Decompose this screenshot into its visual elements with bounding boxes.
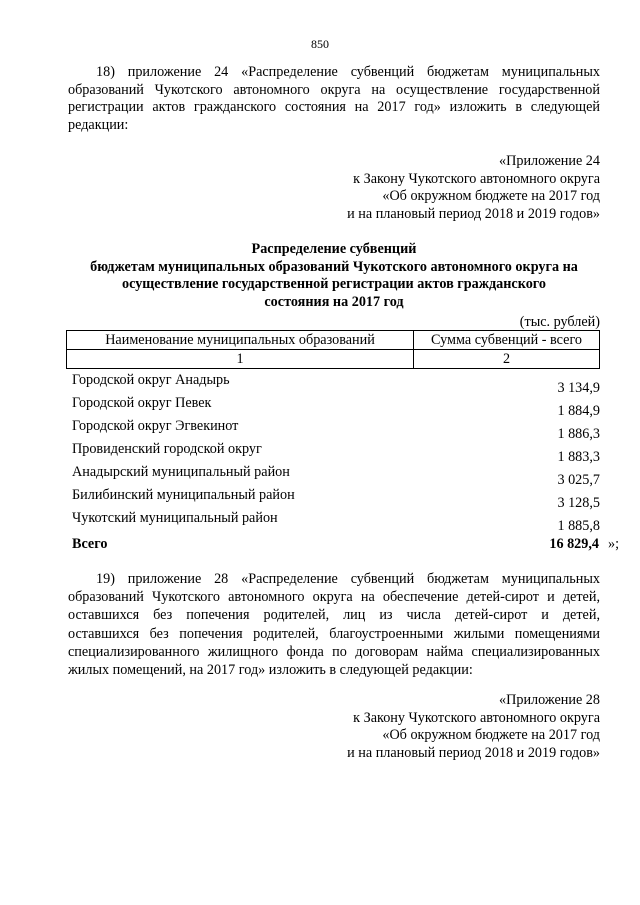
- item-18-line-4: редакции:: [68, 116, 129, 133]
- table-title-line-4: состояния на 2017 год: [264, 293, 404, 310]
- row-value: 3 134,9: [557, 380, 600, 396]
- row-value: 1 883,3: [557, 449, 600, 465]
- item-19-line-6: жилых помещений, на 2017 год» изложить в следующей редакции:: [68, 662, 473, 679]
- appendix-28-line-2: к Закону Чукотского автономного округа: [353, 709, 600, 726]
- item-19-line-3: оставшихся без попечения родителей, лиц из числа детей-сирот и детей,: [68, 607, 600, 624]
- item-19-line-2: образований Чукотского автономного округа на обеспечение детей-сирот и детей,: [68, 589, 600, 606]
- column-header-sum: Сумма субвенций - всего: [414, 331, 600, 350]
- total-label: Всего: [72, 536, 108, 552]
- item-19-line-5: специализированного жилищного фонда по договорам найма специализированных: [68, 643, 600, 660]
- table-row: [70, 441, 600, 463]
- item-19-paragraph: [68, 570, 600, 679]
- table-row: [70, 395, 600, 417]
- appendix-24-line-1: «Приложение 24: [499, 153, 600, 169]
- row-name: Чукотский муниципальный район: [72, 510, 278, 526]
- row-name: Провиденский городской округ: [72, 441, 262, 457]
- appendix-28-line-4: и на плановый период 2018 и 2019 годов»: [347, 744, 600, 761]
- column-header-name: Наименование муниципальных образований: [67, 331, 414, 350]
- table-title-line-2: бюджетам муниципальных образований Чукотского автономного округа на: [90, 258, 578, 275]
- table-title-line-1: Распределение субвенций: [251, 241, 417, 257]
- total-suffix: »;: [608, 536, 620, 552]
- item-18-paragraph: [68, 64, 600, 134]
- item-19-line-4: оставшихся без попечения родителей, благоустроенными жилыми помещениями: [68, 625, 600, 642]
- table-row: [70, 510, 600, 532]
- column-number-2: 2: [414, 350, 600, 369]
- page-number: 850: [311, 37, 329, 51]
- table-row: [70, 418, 600, 440]
- appendix-24-line-2: к Закону Чукотского автономного округа: [353, 170, 600, 187]
- row-value: 1 885,8: [557, 518, 600, 534]
- unit-label: (тыс. рублей): [519, 314, 600, 330]
- table-total-row: [70, 536, 620, 558]
- row-value: 3 128,5: [557, 495, 600, 511]
- row-value: 1 886,3: [557, 426, 600, 442]
- row-name: Анадырский муниципальный район: [72, 464, 290, 480]
- row-name: Городской округ Певек: [72, 395, 212, 411]
- row-name: Городской округ Анадырь: [72, 372, 230, 388]
- item-18-line-2: образований Чукотского автономного округа на осуществление государственной: [68, 81, 600, 98]
- item-18-line-3: регистрации актов гражданского состояния на 2017 год» изложить в следующей: [68, 99, 600, 115]
- appendix-28-line-1: «Приложение 28: [499, 692, 600, 708]
- table-row: [70, 372, 600, 394]
- appendix-28-header: [347, 692, 600, 762]
- appendix-24-line-4: и на плановый период 2018 и 2019 годов»: [347, 205, 600, 222]
- appendix-24-line-3: «Об окружном бюджете на 2017 год: [382, 188, 600, 204]
- row-name: Билибинский муниципальный район: [72, 487, 295, 503]
- table-title-line-3: осуществление государственной регистрации актов гражданского: [122, 276, 546, 293]
- column-number-1: 1: [67, 350, 414, 369]
- table-header: [66, 330, 600, 369]
- item-19-line-1: 19) приложение 28 «Распределение субвенций бюджетам муниципальных: [96, 571, 600, 587]
- appendix-28-line-3: «Об окружном бюджете на 2017 год: [382, 727, 600, 743]
- row-value: 3 025,7: [557, 472, 600, 488]
- item-18-line-1: 18) приложение 24 «Распределение субвенций бюджетам муниципальных: [96, 64, 600, 80]
- table-row: [70, 464, 600, 486]
- appendix-24-header: [347, 153, 600, 223]
- row-name: Городской округ Эгвекинот: [72, 418, 239, 434]
- table-row: [70, 487, 600, 509]
- row-value: 1 884,9: [557, 403, 600, 419]
- table-title: [68, 241, 600, 311]
- total-value: 16 829,4: [549, 536, 599, 552]
